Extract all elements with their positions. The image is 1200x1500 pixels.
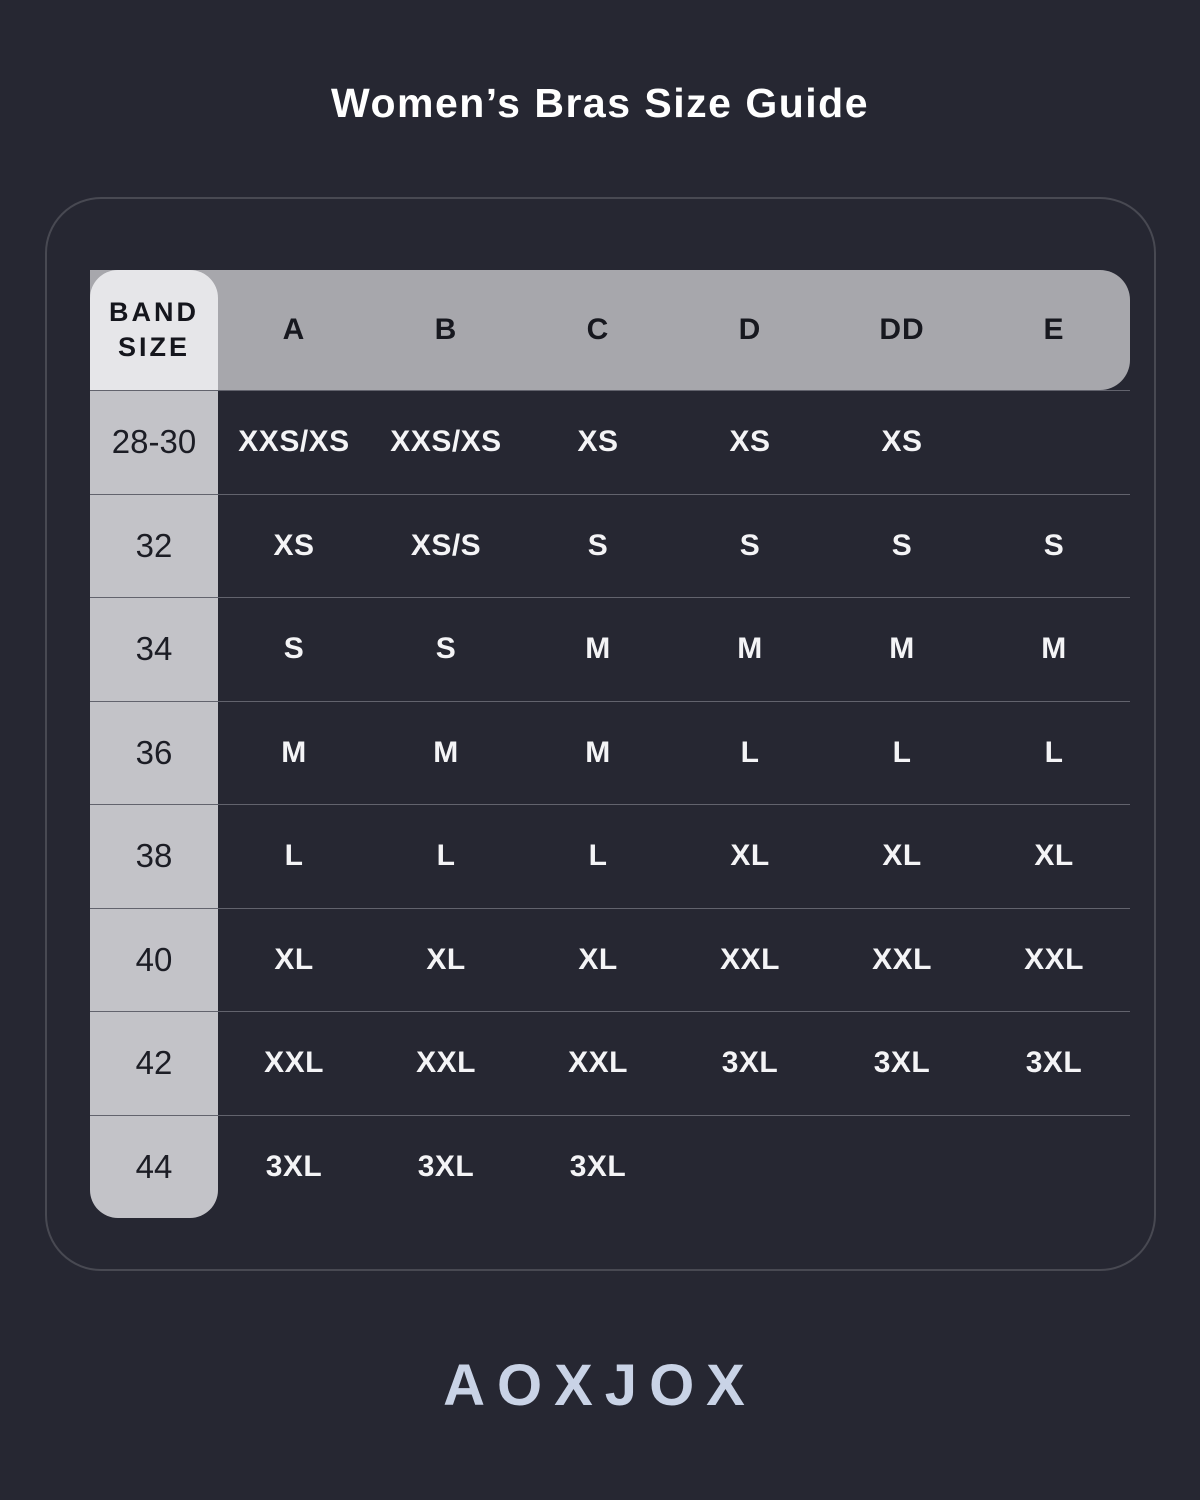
- size-cell: [674, 1116, 826, 1219]
- band-size-cell: 32: [135, 526, 173, 564]
- size-cell: XXL: [264, 1046, 324, 1080]
- size-cell: S: [1043, 528, 1065, 562]
- band-size-cell: 44: [135, 1147, 173, 1185]
- table-rows: [90, 390, 1130, 1218]
- cup-header: DD: [879, 313, 925, 346]
- size-cell: M: [1041, 632, 1067, 666]
- size-cell: S: [587, 528, 609, 562]
- size-cell: M: [433, 735, 459, 769]
- cup-header: A: [282, 313, 306, 346]
- band-size-corner-header: BAND SIZE: [90, 270, 218, 390]
- size-cell: L: [436, 839, 456, 873]
- size-cell: 3XL: [265, 1149, 323, 1183]
- size-cell: L: [588, 839, 608, 873]
- size-cell: XXL: [872, 942, 932, 976]
- page-title: Women’s Bras Size Guide: [330, 80, 870, 126]
- size-cell: M: [281, 735, 307, 769]
- table-row: [90, 1011, 1130, 1115]
- size-cell: S: [435, 632, 457, 666]
- size-cell: L: [892, 735, 912, 769]
- table-row: [90, 804, 1130, 908]
- size-cell: XXL: [720, 942, 780, 976]
- table-row: [90, 390, 1130, 494]
- cup-header: D: [738, 313, 762, 346]
- size-cell: 3XL: [873, 1046, 931, 1080]
- size-cell: XL: [730, 839, 770, 873]
- size-cell: S: [739, 528, 761, 562]
- size-cell: L: [740, 735, 760, 769]
- size-cell: XL: [882, 839, 922, 873]
- band-size-cell: 40: [135, 940, 173, 978]
- table-row: [90, 908, 1130, 1012]
- table-row: [90, 701, 1130, 805]
- table-row: [90, 494, 1130, 598]
- size-cell: XS: [577, 425, 619, 459]
- band-size-cell: 36: [135, 733, 173, 771]
- size-cell: [978, 391, 1130, 494]
- cup-header-row: [218, 270, 1130, 390]
- cup-header: B: [434, 313, 458, 346]
- size-cell: M: [737, 632, 763, 666]
- size-cell: 3XL: [1025, 1046, 1083, 1080]
- band-size-cell: 28-30: [111, 423, 197, 461]
- band-size-cell: 42: [135, 1044, 173, 1082]
- size-cell: M: [585, 735, 611, 769]
- size-cell: XXS/XS: [390, 425, 502, 459]
- size-cell: XL: [426, 942, 466, 976]
- size-cell: XS: [881, 425, 923, 459]
- band-size-cell: 34: [135, 630, 173, 668]
- size-cell: XL: [274, 942, 314, 976]
- size-cell: XS: [729, 425, 771, 459]
- size-cell: M: [889, 632, 915, 666]
- size-cell: XXS/XS: [238, 425, 350, 459]
- size-cell: S: [283, 632, 305, 666]
- cup-header: C: [586, 313, 610, 346]
- size-cell: XXL: [416, 1046, 476, 1080]
- size-cell: XL: [578, 942, 618, 976]
- size-cell: S: [891, 528, 913, 562]
- size-cell: L: [284, 839, 304, 873]
- table-row: [90, 1115, 1130, 1219]
- size-cell: [978, 1116, 1130, 1219]
- size-cell: 3XL: [417, 1149, 475, 1183]
- size-cell: XS/S: [410, 528, 482, 562]
- size-cell: L: [1044, 735, 1064, 769]
- cup-header: E: [1043, 313, 1065, 346]
- size-cell: 3XL: [569, 1149, 627, 1183]
- size-cell: XS: [273, 528, 315, 562]
- size-cell: XXL: [568, 1046, 628, 1080]
- brand-logo: AOXJOX: [443, 1353, 757, 1418]
- size-cell: M: [585, 632, 611, 666]
- table-row: [90, 597, 1130, 701]
- size-cell: 3XL: [721, 1046, 779, 1080]
- size-cell: [826, 1116, 978, 1219]
- size-cell: XL: [1034, 839, 1074, 873]
- size-cell: XXL: [1024, 942, 1084, 976]
- band-size-cell: 38: [135, 837, 173, 875]
